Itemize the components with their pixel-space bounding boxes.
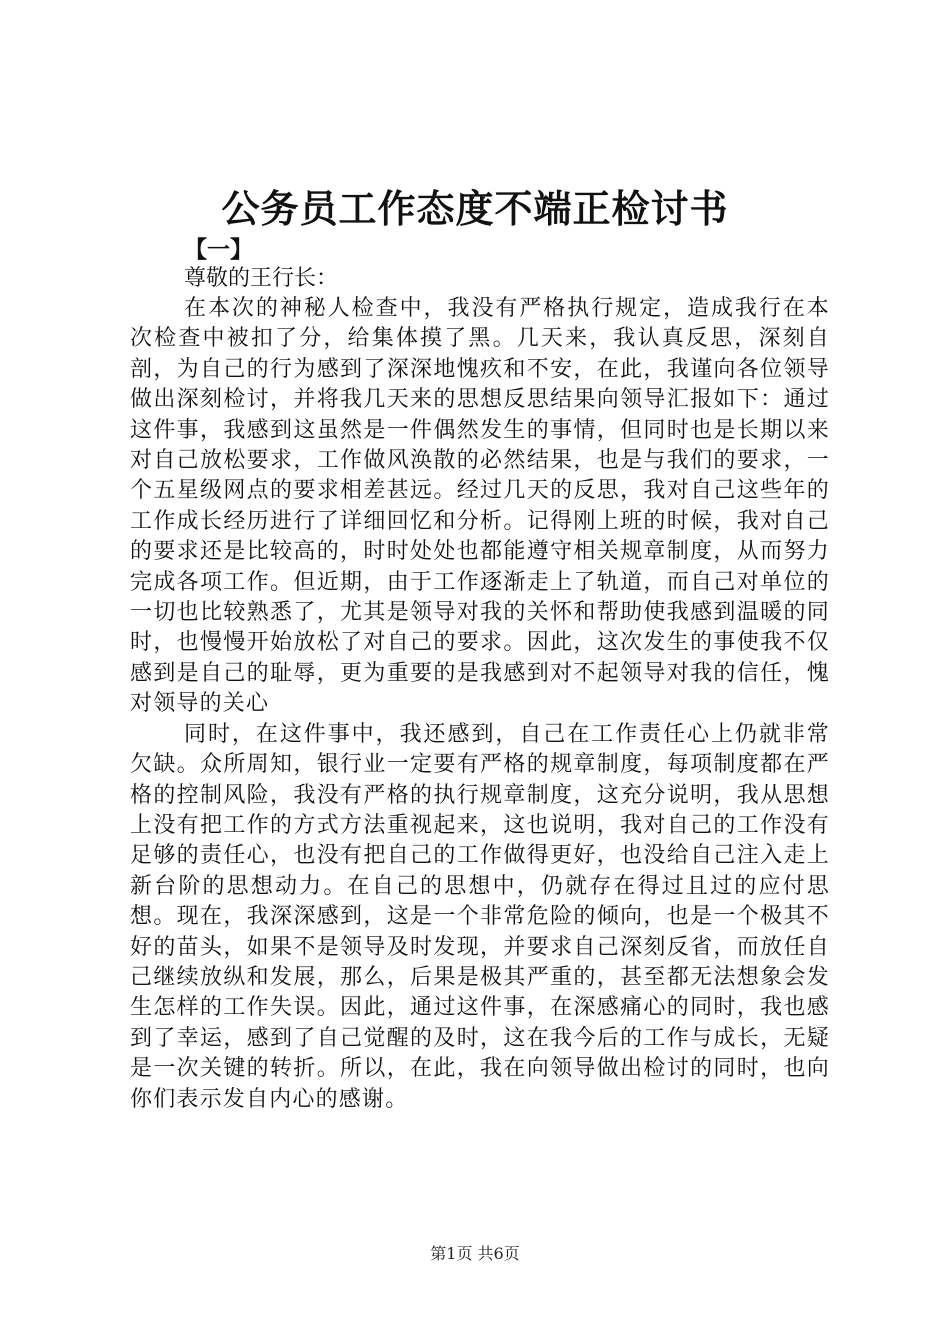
section-label: 【一】 [184, 236, 253, 263]
page-number-footer: 第1页 共6页 [430, 1244, 520, 1263]
salutation: 尊敬的王行长： [184, 266, 339, 291]
body-paragraph-1: 在本次的神秘人检查中，我没有严格执行规定，造成我行在本次检查中被扣了分，给集体摸了黑。几天来，我认真反思，深刻自剖，为自己的行为感到了深深地愧疚和不安，在此，我谨向各位领导做出深刻检讨，并将我几天来的思想反思结果向领导汇报如下：通过这件事，我感到这虽然是一件偶然发生的事情，但同时也是长期以来对自己放松要求，工作做风涣散的必然结果，也是与我们的要求，一个五星级网点的要求相差甚远。经过几天的反思，我对自己这些年的工作成长经历进行了详细回忆和分析。记得刚上班的时候，我对自己的要求还是比较高的，时时处处也都能遵守相关规章制度，从而努力完成各项工作。但近期，由于工作逐渐走上了轨道，而自己对单位的一切也比较熟悉了，尤其是领导对我的关怀和帮助使我感到温暖的同时，也慢慢开始放松了对自己的要求。因此，这次发生的事使我不仅感到是自己的耻辱，更为重要的是我感到对不起领导对我的信任，愧对领导的关心 [130, 296, 830, 717]
body-paragraph-2: 同时，在这件事中，我还感到，自己在工作责任心上仍就非常欠缺。众所周知，银行业一定要有严格的规章制度，每项制度都在严格的控制风险，我没有严格的执行规章制度，这充分说明，我从思想上没有把工作的方式方法重视起来，这也说明，我对自己的工作没有足够的责任心，也没有把自己的工作做得更好，也没给自己注入走上新台阶的思想动力。在自己的思想中，仍就存在得过且过的应付思想。现在，我深深感到，这是一个非常危险的倾向，也是一个极其不好的苗头，如果不是领导及时发现，并要求自己深刻反省，而放任自己继续放纵和发展，那么，后果是极其严重的，甚至都无法想象会发生怎样的工作失误。因此，通过这件事，在深感痛心的同时，我也感到了幸运，感到了自己觉醒的及时，这在我今后的工作与成长，无疑是一次关键的转折。所以，在此，我在向领导做出检讨的同时，也向你们表示发自内心的感谢。 [130, 721, 830, 1112]
document-body [130, 236, 830, 1115]
document-title: 公务员工作态度不端正检讨书 [221, 186, 729, 231]
